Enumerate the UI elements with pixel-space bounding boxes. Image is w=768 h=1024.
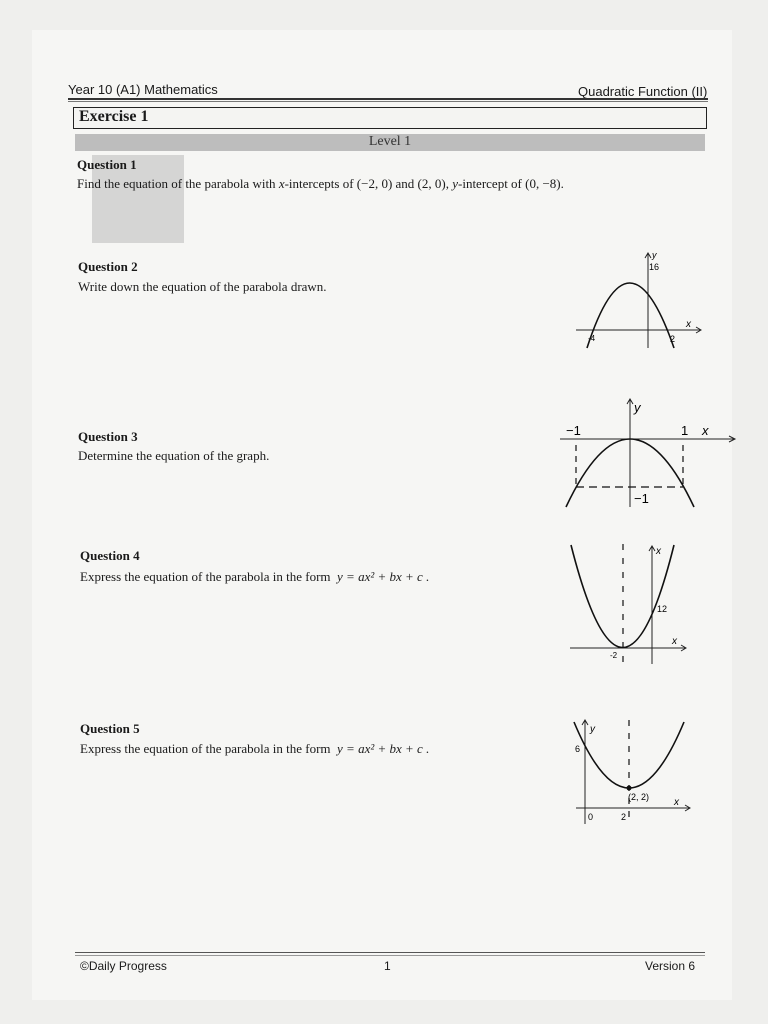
right-label: 1	[681, 423, 689, 438]
header-topic: Quadratic Function (II)	[578, 84, 708, 99]
question-5-form: y = ax² + bx + c .	[337, 741, 430, 756]
x-axis-label: x	[702, 423, 709, 438]
x-intercept-right-label: 2	[670, 334, 676, 344]
x-axis-label: x	[686, 319, 691, 330]
footer-version: Version 6	[645, 959, 696, 973]
header-course: Year 10 (A1) Mathematics	[68, 82, 218, 97]
question-4-text: Express the equation of the parabola in the form y = ax² + bx + c .	[80, 569, 430, 584]
question-4-title: Question 4	[80, 548, 140, 563]
footer-rule-thin	[75, 955, 705, 956]
left-label: −1	[566, 423, 581, 438]
question-1-title: Question 1	[77, 157, 137, 172]
question-2-text: Write down the equation of the parabola drawn.	[78, 279, 327, 294]
vertex-label: (2, 2)	[628, 792, 650, 802]
y-intercept-label: 12	[657, 604, 668, 614]
vertex-x-label: -2	[610, 651, 618, 660]
origin-label: 0	[588, 812, 594, 822]
question-3-graph	[558, 395, 738, 511]
question-2-graph	[572, 248, 708, 352]
footer-page-number: 1	[384, 959, 391, 973]
footer-rule	[75, 952, 705, 953]
parabola-curve	[587, 283, 674, 348]
footer-copyright: ©Daily Progress	[80, 959, 167, 973]
header-rule-thin	[68, 101, 708, 102]
question-3-title: Question 3	[78, 429, 138, 444]
header-rule	[68, 98, 708, 100]
question-3-text: Determine the equation of the graph.	[78, 448, 270, 463]
level-label: Level 1	[368, 134, 412, 149]
vertex-point	[627, 786, 632, 791]
y-intercept-label: 6	[575, 744, 581, 754]
question-5-title: Question 5	[80, 721, 140, 736]
y-intercept-label: 16	[649, 262, 660, 272]
y-axis-label: x	[656, 546, 661, 557]
question-1-text: Find the equation of the parabola with x-intercepts of (−2, 0) and (2, 0), y-intercept of (0, −8).	[77, 176, 564, 191]
x-axis-label: x	[672, 636, 677, 647]
question-4-form: y = ax² + bx + c .	[337, 569, 430, 584]
y-axis-label: y	[590, 724, 595, 735]
question-2-title: Question 2	[78, 259, 138, 274]
x-intercept-left-label: -4	[588, 334, 596, 343]
x-axis-label: x	[674, 797, 679, 808]
question-4-graph	[566, 540, 696, 670]
exercise-title: Exercise 1	[79, 108, 149, 125]
level-bar	[75, 134, 705, 151]
x-tick-label: 2	[621, 812, 627, 822]
question-5-graph	[568, 714, 698, 830]
question-5-text: Express the equation of the parabola in the form y = ax² + bx + c .	[80, 741, 430, 756]
exercise-box	[73, 107, 707, 129]
bottom-label: −1	[634, 491, 649, 506]
y-axis-label: y	[634, 400, 641, 415]
y-axis-label: y	[652, 250, 657, 260]
